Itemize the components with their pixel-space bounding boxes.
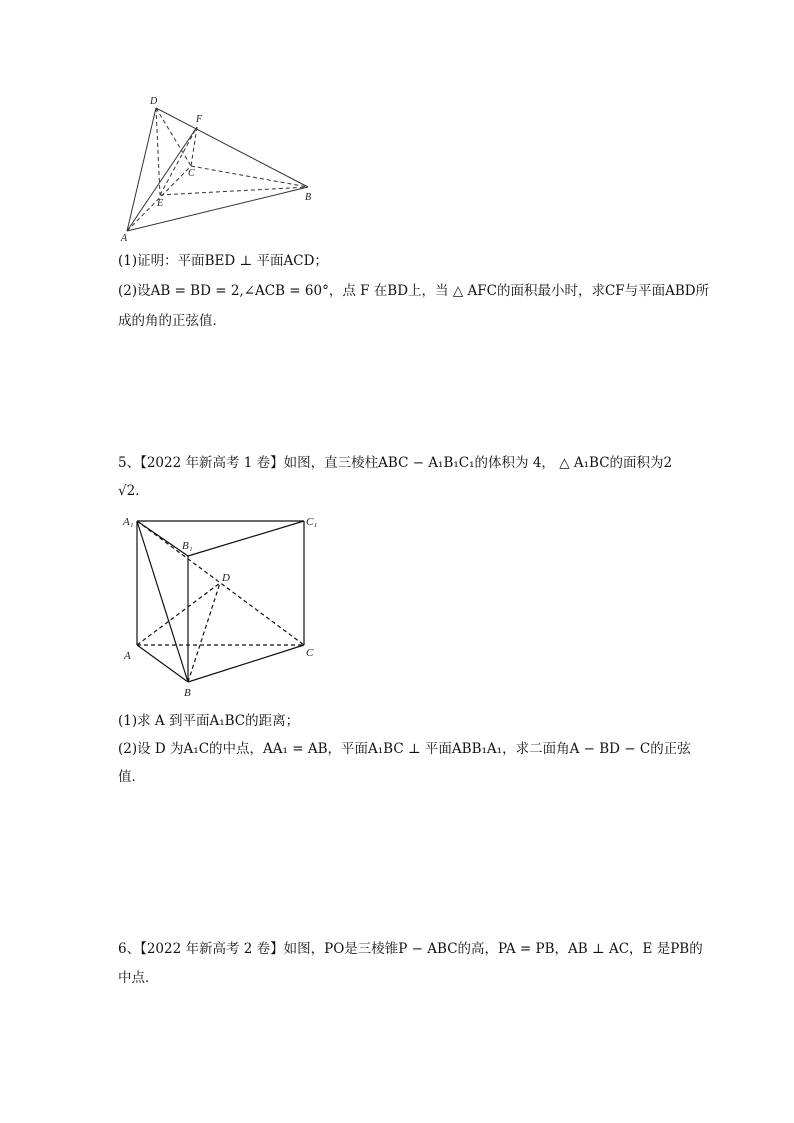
label-C: C: [306, 647, 314, 659]
edge-AD: [137, 583, 220, 645]
edge-EF: [160, 127, 197, 195]
edge-DB: [156, 108, 308, 187]
problem4-part2-line2: 成的角的正弦值．: [118, 313, 226, 329]
label-B: B: [184, 687, 191, 699]
edge-CB: [191, 166, 308, 187]
problem4-part2-line1: (2)设AB = BD = 2,∠ACB = 60°，点 F 在BD上，当 △ AFC的面积最小时，求CF与平面ABD所: [118, 283, 710, 299]
edge-A1B: [137, 521, 188, 682]
edge-BC: [188, 645, 304, 682]
figure-tetrahedron: [118, 92, 328, 244]
label-F: F: [196, 114, 203, 125]
label-D: D: [222, 572, 230, 584]
label-B: B: [305, 192, 312, 203]
edge-EB: [160, 187, 308, 195]
edge-BD: [188, 583, 220, 682]
problem5-line1: 5、【2022 年新高考 1 卷】如图，直三棱柱ABC − A₁B₁C₁的体积为 4， △ A₁BC的面积为2: [118, 455, 673, 471]
label-C1: C₁: [306, 516, 318, 528]
label-E: E: [157, 198, 164, 209]
label-C: C: [188, 168, 195, 179]
label-A: A: [121, 233, 128, 244]
problem5-part1: (1)求 A 到平面A₁BC的距离；: [118, 713, 300, 729]
problem5-line2: √2．: [118, 483, 149, 499]
edge-AB: [127, 187, 308, 231]
problem6-line2: 中点．: [118, 970, 159, 986]
problem5-part2-line2: 值．: [118, 769, 145, 785]
problem5-part2-line1: (2)设 D 为A₁C的中点，AA₁ = AB，平面A₁BC ⊥ 平面ABB₁A₁，求二面角A − BD − C的正弦: [118, 741, 691, 757]
label-B1: B₁: [182, 540, 193, 552]
edge-DE: [156, 108, 160, 195]
edge-B1C1: [188, 521, 304, 556]
figure-prism: [118, 510, 328, 700]
problem4-part1: (1)证明：平面BED ⊥ 平面ACD；: [118, 253, 328, 269]
label-D: D: [150, 96, 158, 107]
edge-DA: [127, 108, 156, 231]
label-A: A: [124, 650, 131, 662]
edge-AB: [137, 645, 188, 682]
label-A1: A₁: [123, 516, 134, 528]
edge-AF: [127, 127, 197, 231]
problem6-line1: 6、【2022 年新高考 2 卷】如图，PO是三棱锥P − ABC的高，PA = PB，AB ⊥ AC，E 是PB的: [118, 941, 703, 957]
